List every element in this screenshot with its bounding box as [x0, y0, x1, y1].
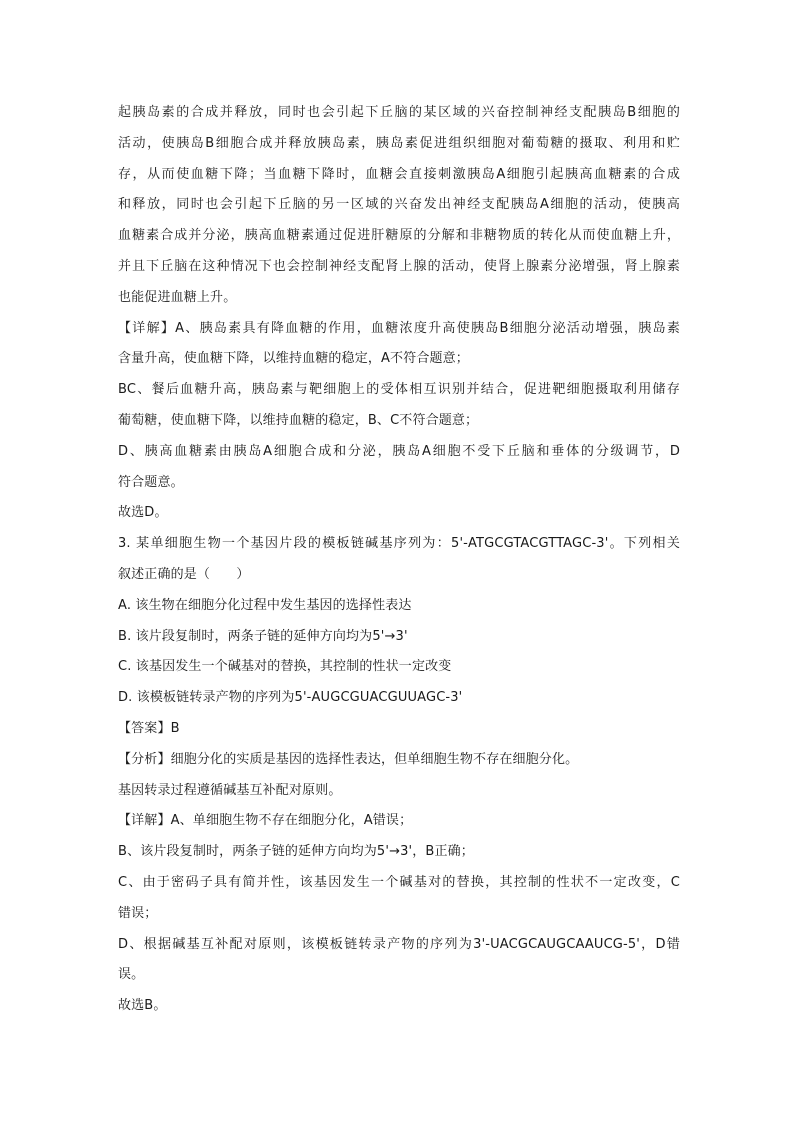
text-line: 存，从而使血糖下降；当血糖下降时，血糖会直接刺激胰岛A细胞引起胰高血糖素的合成	[118, 166, 680, 182]
text-line: 【详解】A、胰岛素具有降血糖的作用，血糖浓度升高使胰岛B细胞分泌活动增强，胰岛素	[118, 320, 680, 336]
text-line: B、该片段复制时，两条子链的延伸方向均为5'→3'，B正确；	[118, 844, 474, 860]
text-line: 活动，使胰岛B细胞合成并释放胰岛素，胰岛素促进组织细胞对葡萄糖的摄取、利用和贮	[118, 135, 680, 151]
text-line: 和释放，同时也会引起下丘脑的另一区域的兴奋发出神经支配胰岛A细胞的活动，使胰高	[118, 197, 680, 213]
text-line: 葡萄糖，使血糖下降，以维持血糖的稳定，B、C不符合题意；	[118, 412, 479, 428]
text-line: D. 该模板链转录产物的序列为5'-AUGCGUACGUUAGC-3'	[118, 690, 463, 706]
text-line: D、胰高血糖素由胰岛A细胞合成和分泌，胰岛A细胞不受下丘脑和垂体的分级调节，D	[118, 443, 680, 459]
text-line: 符合题意。	[118, 474, 184, 490]
text-line: 【答案】B	[118, 720, 180, 736]
text-line: A. 该生物在细胞分化过程中发生基因的选择性表达	[118, 597, 412, 613]
text-line: 起胰岛素的合成并释放，同时也会引起下丘脑的某区域的兴奋控制神经支配胰岛B细胞的	[118, 105, 680, 120]
text-line: C、由于密码子具有简并性，该基因发生一个碱基对的替换，其控制的性状不一定改变，C	[118, 874, 680, 890]
text-line: 误。	[118, 967, 145, 983]
text-line: 叙述正确的是（ ）	[118, 566, 250, 582]
text-line: 【详解】A、单细胞生物不存在细胞分化，A错误；	[118, 813, 413, 829]
text-line: 血糖素合成并分泌，胰高血糖素通过促进肝糖原的分解和非糖物质的转化从而使血糖上升，	[118, 228, 680, 244]
text-line: C. 该基因发生一个碱基对的替换，其控制的性状一定改变	[118, 659, 452, 675]
text-line: 也能促进血糖上升。	[118, 289, 237, 305]
text-line: D、根据碱基互补配对原则，该模板链转录产物的序列为3'-UACGCAUGCAAUCG-5'，D错	[118, 936, 680, 952]
text-line: BC、餐后血糖升高，胰岛素与靶细胞上的受体相互识别并结合，促进靶细胞摄取利用储存	[118, 382, 680, 398]
text-line: 错误；	[118, 905, 158, 921]
document-body	[118, 98, 680, 1022]
text-line: 基因转录过程遵循碱基互补配对原则。	[118, 782, 342, 798]
text-line: 3. 某单细胞生物一个基因片段的模板链碱基序列为：5'-ATGCGTACGTTAGC-3'。下列相关	[118, 536, 680, 552]
text-line: 故选B。	[118, 998, 167, 1014]
text-line: 并且下丘脑在这种情况下也会控制神经支配肾上腺的活动，使肾上腺素分泌增强，肾上腺素	[118, 258, 680, 274]
text-line: 故选D。	[118, 505, 168, 521]
text-line: 含量升高，使血糖下降，以维持血糖的稳定，A不符合题意；	[118, 351, 469, 367]
text-line: B. 该片段复制时，两条子链的延伸方向均为5'→3'	[118, 628, 408, 644]
text-line: 【分析】细胞分化的实质是基因的选择性表达，但单细胞生物不存在细胞分化。	[118, 751, 579, 767]
